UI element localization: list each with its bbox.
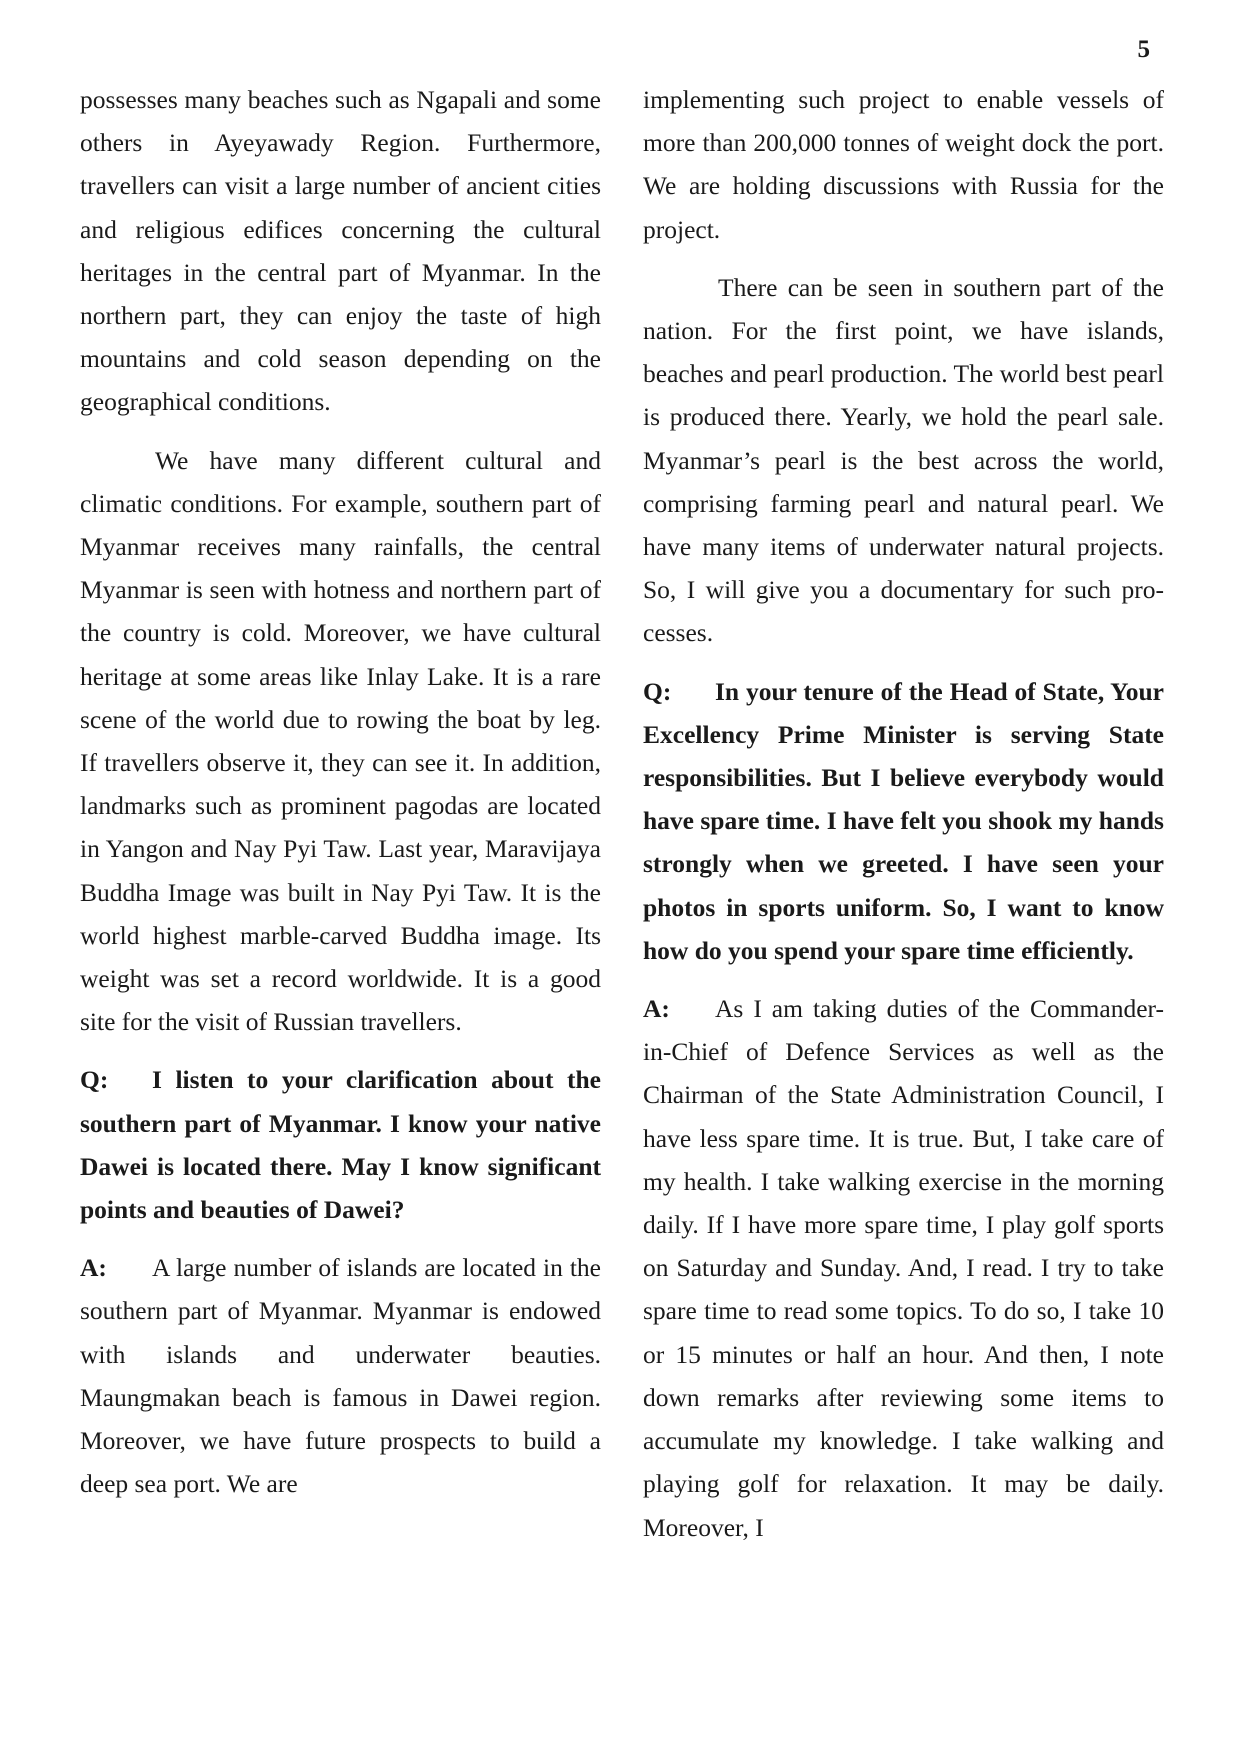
left-column xyxy=(80,78,601,1521)
body-paragraph: We have many different cultural and climatic conditions. For example, southern part of Myanmar receives many rainfalls, the central Myanmar is seen with hotness and northern part of the country is cold. Moreover, we have cultural heritage at some areas like Inlay Lake. It is a rare scene of the world due to rowing the boat by leg. If travellers observe it, they can see it. In addition, landmarks such as prominent pagodas are located in Yangon and Nay Pyi Taw. Last year, Maravijaya Buddha Image was built in Nay Pyi Taw. It is the world highest marble-carved Buddha image. Its weight was set a record worldwide. It is a good site for the visit of Russian travellers. xyxy=(80,445,601,1037)
question-paragraph xyxy=(80,1058,601,1231)
question-text: I listen to your clarification about the southern part of Myanmar. I know your native Dawei is located there. May I know significant points and beauties of Dawei? xyxy=(80,1065,601,1225)
answer-text: As I am taking duties of the Commander-in-Chief of Defence Services as well as the Chairman of the State Administration Council, I have less spare time. It is true. But, I take care of my health. I take walking exercise in the morning daily. If I have more spare time, I play golf sports on Saturday and Sunday. And, I read. I try to take spare time to read some topics. To do so, I take 10 or 15 minutes or half an hour. And then, I note down remarks after reviewing some items to accumulate my knowledge. I take walking and playing golf for relaxation. It may be daily. Moreover, I xyxy=(643,994,1164,1542)
question-paragraph xyxy=(643,670,1164,972)
answer-paragraph xyxy=(643,987,1164,1549)
page-number: 5 xyxy=(1137,36,1150,63)
answer-paragraph xyxy=(80,1246,601,1505)
body-paragraph: implementing such project to enable vessels of more than 200,000 tonnes of weight dock the port. We are holding discussions with Russia for the project. xyxy=(643,85,1164,244)
question-label: Q: xyxy=(80,1065,109,1095)
answer-label: A: xyxy=(80,1253,107,1283)
question-label: Q: xyxy=(643,676,672,706)
answer-label: A: xyxy=(643,994,670,1024)
question-text: In your tenure of the Head of State, Your Excellency Prime Minister is serving State responsibilities. But I believe everybody would have spare time. I have felt you shook my hands strongly when we greeted. I have seen your photos in sports uniform. So, I want to know how do you spend your spare time efficiently. xyxy=(643,676,1164,965)
body-paragraph: possesses many beaches such as Ngapali and some others in Ayeyawady Region. Furthermore, travellers can visit a large number of ancient cities and religious edifices concerning the cultural heritages in the central part of Myanmar. In the northern part, they can enjoy the taste of high mountains and cold season depending on the geographical conditions. xyxy=(80,85,601,417)
body-paragraph: There can be seen in southern part of the nation. For the first point, we have islands, beaches and pearl production. The world best pearl is produced there. Yearly, we hold the pearl sale. Myanmar’s pearl is the best across the world, comprising farming pearl and natural pearl. We have many items of underwater natural projects. So, I will give you a documentary for such processes. xyxy=(643,272,1164,648)
right-column xyxy=(643,78,1164,1564)
answer-text: A large number of islands are located in the southern part of Myanmar. Myanmar is endowed with islands and underwater beauties. Maungmakan beach is famous in Dawei region. Moreover, we have future prospects to build a deep sea port. We are xyxy=(80,1253,601,1499)
